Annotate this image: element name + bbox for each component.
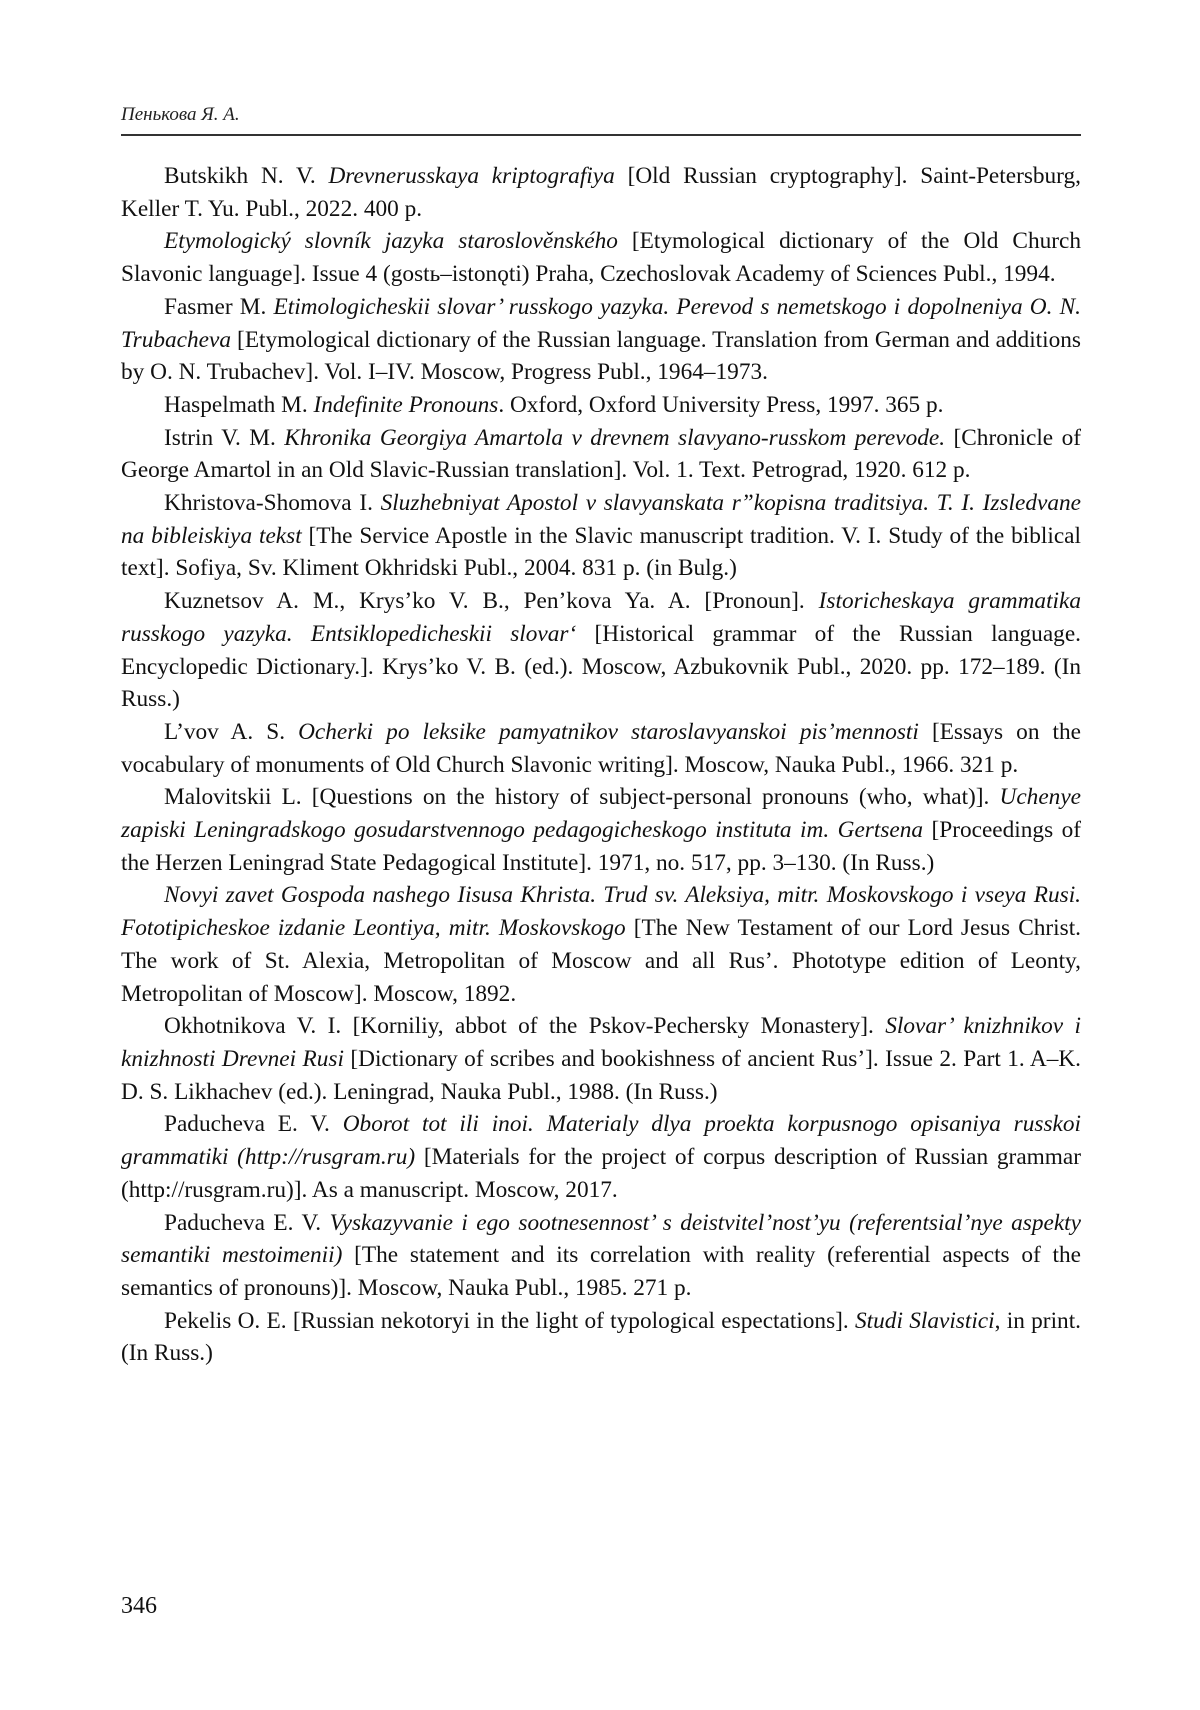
reference-entry: Khristova-Shomova I. Sluzhebniyat Apostol v slavyanskata r”kopisna traditsiya. T. I. Izsledvane na bibleiskiya tekst [The Service Apostle in the Slavic manuscript tradition. V. I. Study of the biblical text]. Sofiya, Sv. Kliment Okhridski Publ., 2004. 831 p. (in Bulg.) bbox=[121, 490, 1081, 582]
reference-entry: Novyi zavet Gospoda nashego Iisusa Khrista. Trud sv. Aleksiya, mitr. Moskovskogo i vseya Rusi. Fototipicheskoe izdanie Leontiya, mitr. Moskovskogo [The New Testament of our Lord Jesus Christ. The work of St. Alexia, Metropolitan of Moscow and all Rus’. Phototype edition of Leonty, Metropolitan of Moscow]. Moscow, 1892. bbox=[121, 882, 1081, 1007]
reference-entry: Malovitskii L. [Questions on the history of subject-personal pronouns (who, what)]. Uchenye zapiski Leningradskogo gosudarstvennogo pedagogicheskogo instituta im. Gertsena [Proceedings of the Herzen Leningrad State Pedagogical Institute]. 1971, no. 517, pp. 3–130. (In Russ.) bbox=[121, 784, 1082, 876]
reference-entry: Istrin V. M. Khronika Georgiya Amartola v drevnem slavyano-russkom perevode. [Chronicle of George Amartol in an Old Slavic-Russian translation]. Vol. 1. Text. Petrograd, 1920. 612 p. bbox=[121, 424, 1081, 484]
reference-entry: Okhotnikova V. I. [Korniliy, abbot of the Pskov-Pechersky Monastery]. Slovar’ knizhnikov i knizhnosti Drevnei Rusi [Dictionary of scribes and bookishness of ancient Rus’]. Issue 2. Part 1. A–K. D. S. Likhachev (ed.). Leningrad, Nauka Publ., 1988. (In Russ.) bbox=[121, 1013, 1081, 1105]
page-number: 346 bbox=[121, 1593, 157, 1619]
reference-entry: L’vov A. S. Ocherki po leksike pamyatnikov staroslavyanskoi pis’mennosti [Essays on the vocabulary of monuments of Old Church Slavonic writing]. Moscow, Nauka Publ., 1966. 321 p. bbox=[121, 718, 1081, 778]
header-rule bbox=[121, 134, 1081, 136]
reference-entry: Butskikh N. V. Drevnerusskaya kriptografiya [Old Russian cryptography]. Saint-Petersburg, Keller T. Yu. Publ., 2022. 400 p. bbox=[121, 163, 1081, 222]
reference-entry: Haspelmath M. Indefinite Pronouns. Oxford, Oxford University Press, 1997. 365 p. bbox=[164, 391, 944, 418]
reference-list bbox=[121, 160, 1081, 1370]
reference-entry: Fasmer M. Etimologicheskii slovar’ russkogo yazyka. Perevod s nemetskogo i dopolneniya O. N. Trubacheva [Etymological dictionary of the Russian language. Translation from German and additions by O. N. Trubachev]. Vol. I–IV. Moscow, Progress Publ., 1964–1973. bbox=[121, 293, 1081, 386]
reference-entry: Pekelis O. E. [Russian nekotoryi in the light of typological espectations]. Studi Slavistici, in print. (In Russ.) bbox=[121, 1307, 1081, 1367]
reference-entry: Etymologický slovník jazyka staroslověnského [Etymological dictionary of the Old Church Slavonic language]. Issue 4 (gostь–istonǫti) Praha, Czechoslovak Academy of Sciences Publ., 1994. bbox=[121, 228, 1081, 288]
reference-entry: Kuznetsov A. M., Krys’ko V. B., Pen’kova Ya. A. [Pronoun]. Istoricheskaya grammatika russkogo yazyka. Entsiklopedicheskii slovar‘ [Historical grammar of the Russian language. Encyclopedic Dictionary.]. Krys’ko V. B. (ed.). Moscow, Azbukovnik Publ., 2020. pp. 172–189. (In Russ.) bbox=[121, 588, 1081, 713]
running-head: Пенькова Я. А. bbox=[121, 104, 240, 125]
reference-entry: Paducheva E. V. Oborot tot ili inoi. Materialy dlya proekta korpusnogo opisaniya russkoi grammatiki (http://rusgram.ru) [Materials for the project of corpus description of Russian grammar (http://rusgram.ru)]. As a manuscript. Moscow, 2017. bbox=[121, 1111, 1081, 1203]
reference-entry: Paducheva E. V. Vyskazyvanie i ego sootnesennost’ s deistvitel’nost’yu (referentsial’nye aspekty semantiki mestoimenii) [The statement and its correlation with reality (referential aspects of the semantics of pronouns)]. Moscow, Nauka Publ., 1985. 271 p. bbox=[121, 1209, 1081, 1301]
